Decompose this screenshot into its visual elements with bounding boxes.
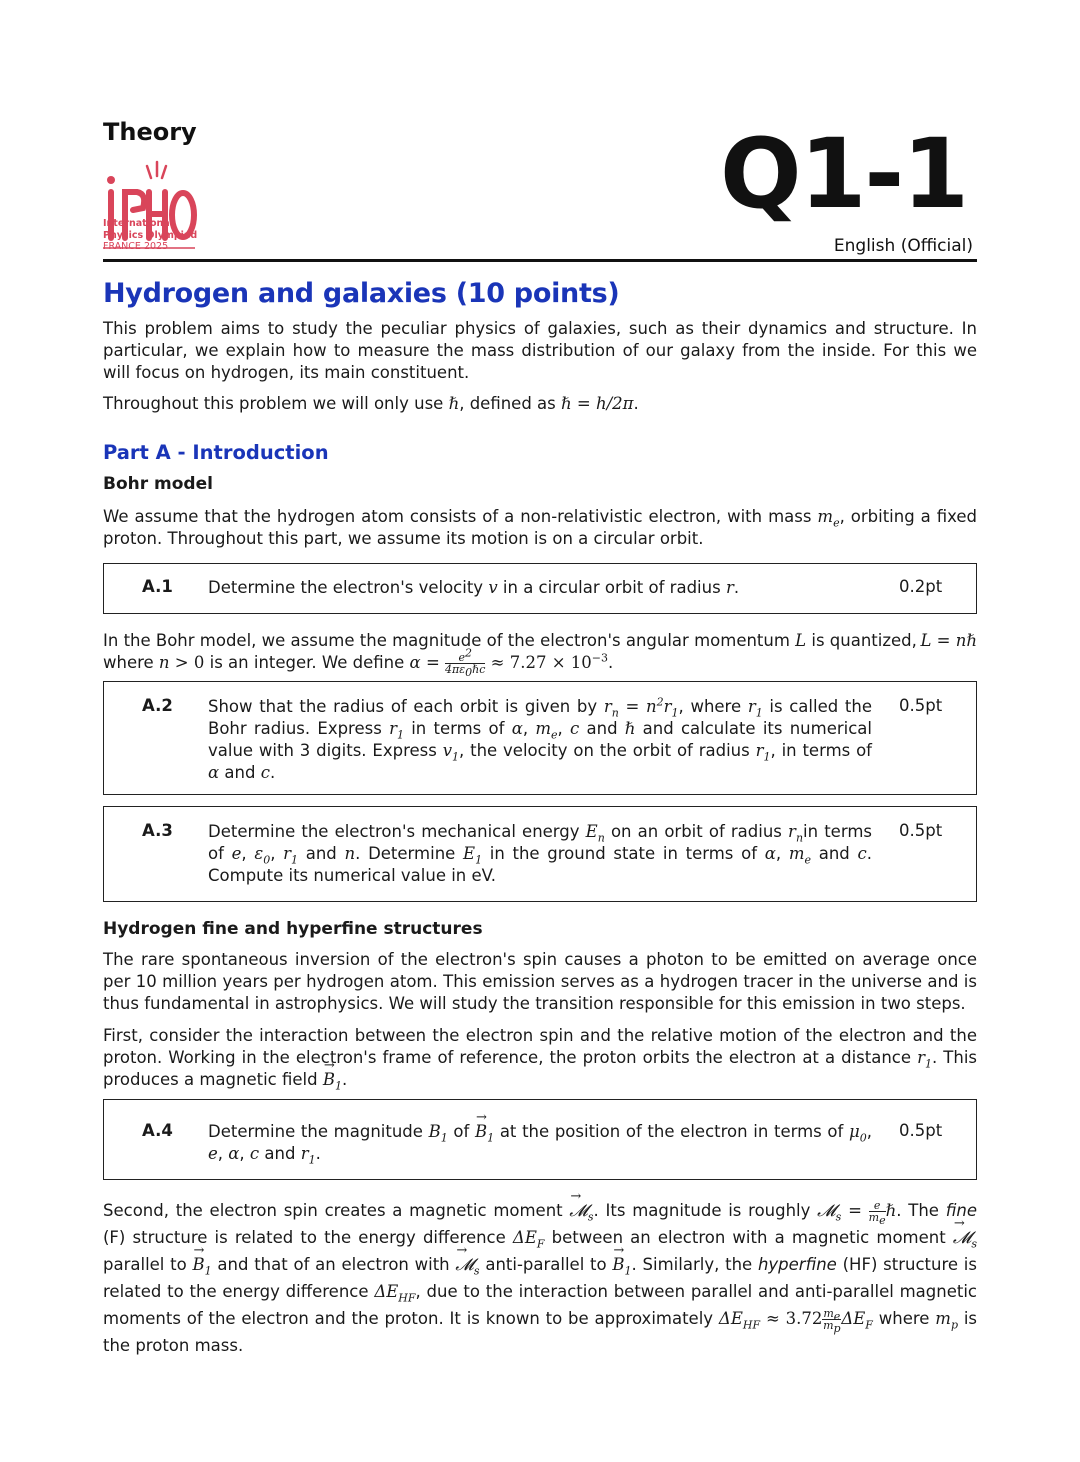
question-a1-box [103, 563, 977, 614]
question-points: 0.5pt [899, 1121, 943, 1140]
problem-title: Hydrogen and galaxies (10 points) [103, 278, 620, 309]
question-label: A.1 [142, 577, 173, 596]
question-label: A.4 [142, 1121, 173, 1140]
fine-paragraph-3: Second, the electron spin creates a magnetic moment → 𝓜$_s$. Its magnitude is roughly 𝓜$_s$ = $\frac{e}{m_e}$ ℏ. The fine (F) structure is related to the energy difference $\Delta E_F$ between an electron with a magnetic moment → 𝓜$_s$ parallel to → $B_1$ and that of an electron with → 𝓜$_s$ anti-parallel to → $B_1$. Similarly, the hyperfine (HF) structure is related to the energy difference $\Delta E_{HF}$, due to the interaction between parallel and anti-parallel magnetic moments of the electron and the proton. It is known to be approximately $\Delta E_{HF} \approx 3.72$ $\frac{m_e}{m_p}$ $\Delta E_F$ where $m_p$ is the proton mass. [103, 1197, 977, 1359]
part-a-heading: Part A - Introduction [103, 441, 329, 464]
logo-text [103, 218, 197, 253]
question-number: Q1-1 [719, 118, 967, 230]
bohr-heading: Bohr model [103, 474, 213, 494]
question-points: 0.5pt [899, 821, 943, 840]
question-points: 0.5pt [899, 696, 943, 715]
question-text: Determine the electron's mechanical energy $E_n$ on an orbit of radius $r_nin$ terms of e, $\varepsilon_0$, $r_1$ and n. Determine $E_1$ in the ground state in terms of α, $m_e$ and c. Compute its numerical value in eV. [208, 822, 872, 885]
page-header [103, 118, 977, 263]
question-label: A.3 [142, 821, 173, 840]
question-points: 0.2pt [899, 577, 943, 596]
intro-paragraph: This problem aims to study the peculiar physics of galaxies, such as their dynamics and structure. In particular, we explain how to measure the mass distribution of our galaxy from the inside. For this we will focus on hydrogen, its main constituent. [103, 319, 977, 382]
bohr-paragraph-2: In the Bohr model, we assume the magnitude of the electron's angular momentum L is quantized, L = nℏ where n > 0 is an integer. We define α = $\frac{e^2}{4\pi\varepsilon_0\hbar c}$ ≈ $7.27 \times 10^{-3}$. [103, 631, 977, 680]
logo-line1: International [103, 218, 173, 229]
question-text: Determine the electron's velocity v in a circular orbit of radius r. [208, 578, 740, 597]
question-text: Determine the magnitude $B_1$ of → $B_1$ at the position of the electron in terms of $\mu_0$, e, α, c and $r_1$. [208, 1121, 872, 1165]
bohr-paragraph-1: We assume that the hydrogen atom consists of a non-relativistic electron, with mass $m_e$, orbiting a fixed proton. Throughout this part, we assume its motion is on a circular orbit. [103, 507, 977, 548]
logo-line3: FRANCE 2025 [103, 241, 169, 252]
problem-content [103, 278, 977, 1359]
category-label: Theory [103, 118, 197, 146]
logo-line2: Physics Olympiad [103, 229, 198, 241]
question-label: A.2 [142, 696, 173, 715]
fine-paragraph-2: First, consider the interaction between the electron spin and the relative motion of the electron and the proton. Working in the electron's frame of reference, the proton orbits the electron at a distance $r_1$. This produces a magnetic field → $B_1$. [103, 1025, 977, 1091]
fine-structure-heading: Hydrogen fine and hyperfine structures [103, 919, 483, 939]
ipho-logo [103, 152, 199, 252]
language-label: English (Official) [833, 236, 973, 256]
question-a3-box [103, 806, 977, 902]
question-a4-box [103, 1099, 977, 1180]
question-a2-box [103, 681, 977, 795]
fine-paragraph-1: The rare spontaneous inversion of the electron's spin causes a photon to be emitted on average once per 10 million years per hydrogen atom. This emission serves as a hydrogen tracer in the universe and is thus fundamental in astrophysics. We will study the transition responsible for this emission in two steps. [103, 950, 977, 1013]
intro-hbar-paragraph: Throughout this problem we will only use ℏ, defined as ℏ = h/2π. [103, 394, 639, 413]
question-text: Show that the radius of each orbit is given by $r_n = n^2r_1$, where $r_1$ is called the Bohr radius. Express $r_1$ in terms of α, $m_e$, c and ℏ and calculate its numerical value with 3 digits. Express $v_1$, the velocity on the orbit of radius $r_1$, in terms of α and c. [208, 695, 872, 782]
header-rule [103, 259, 977, 262]
